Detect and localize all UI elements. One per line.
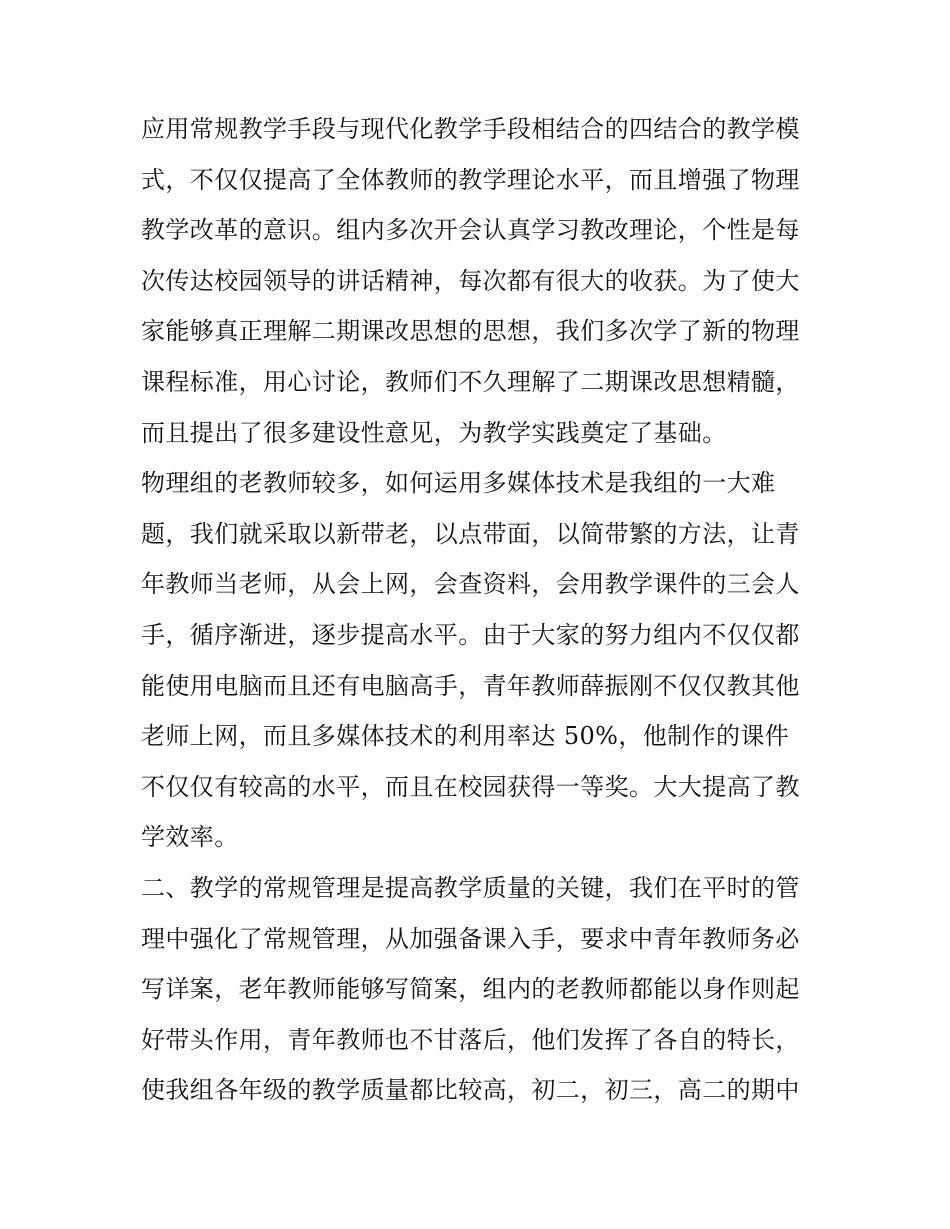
text-line-14: 不仅仅有较高的水平，而且在校园获得一等奖。大大提高了教 <box>141 772 800 801</box>
text-line-1: 应用常规教学手段与现代化教学手段相结合的四结合的教学模 <box>141 115 800 143</box>
text-line-16: 二、教学的常规管理是提高教学质量的关键，我们在平时的管 <box>141 873 800 902</box>
body-text <box>141 104 821 1116</box>
text-line-17: 理中强化了常规管理，从加强备课入手，要求中青年教师务必 <box>141 924 800 953</box>
text-line-13: 老师上网，而且多媒体技术的利用率达 50%，他制作的课件 <box>141 722 790 751</box>
text-line-8: 物理组的老教师较多，如何运用多媒体技术是我组的一大难 <box>141 469 776 498</box>
text-line-2: 式，不仅仅提高了全体教师的教学理论水平，而且增强了物理 <box>141 165 800 194</box>
text-line-20: 使我组各年级的教学质量都比较高，初二，初三，高二的期中 <box>141 1076 800 1105</box>
text-line-6: 课程标准，用心讨论，教师们不久理解了二期课改思想精髓， <box>141 367 800 396</box>
text-line-18: 写详案，老年教师能够写简案，组内的老教师都能以身作则起 <box>141 975 800 1004</box>
text-line-11: 手，循序渐进，逐步提高水平。由于大家的努力组内不仅仅都 <box>141 620 800 649</box>
text-line-9: 题，我们就采取以新带老，以点带面，以简带繁的方法，让青 <box>141 519 800 548</box>
text-line-19: 好带头作用，青年教师也不甘落后，他们发挥了各自的特长， <box>141 1025 800 1054</box>
text-line-5: 家能够真正理解二期课改思想的思想，我们多次学了新的物理 <box>141 317 800 346</box>
text-line-3: 教学改革的意识。组内多次开会认真学习教改理论，个性是每 <box>141 216 800 245</box>
text-line-4: 次传达校园领导的讲话精神，每次都有很大的收获。为了使大 <box>141 266 800 295</box>
text-line-7: 而且提出了很多建设性意见，为教学实践奠定了基础。 <box>141 418 727 447</box>
text-line-12: 能使用电脑而且还有电脑高手，青年教师薛振刚不仅仅教其他 <box>141 671 800 700</box>
text-line-15: 学效率。 <box>141 823 239 852</box>
text-line-10: 年教师当老师，从会上网，会查资料，会用教学课件的三会人 <box>141 570 800 599</box>
